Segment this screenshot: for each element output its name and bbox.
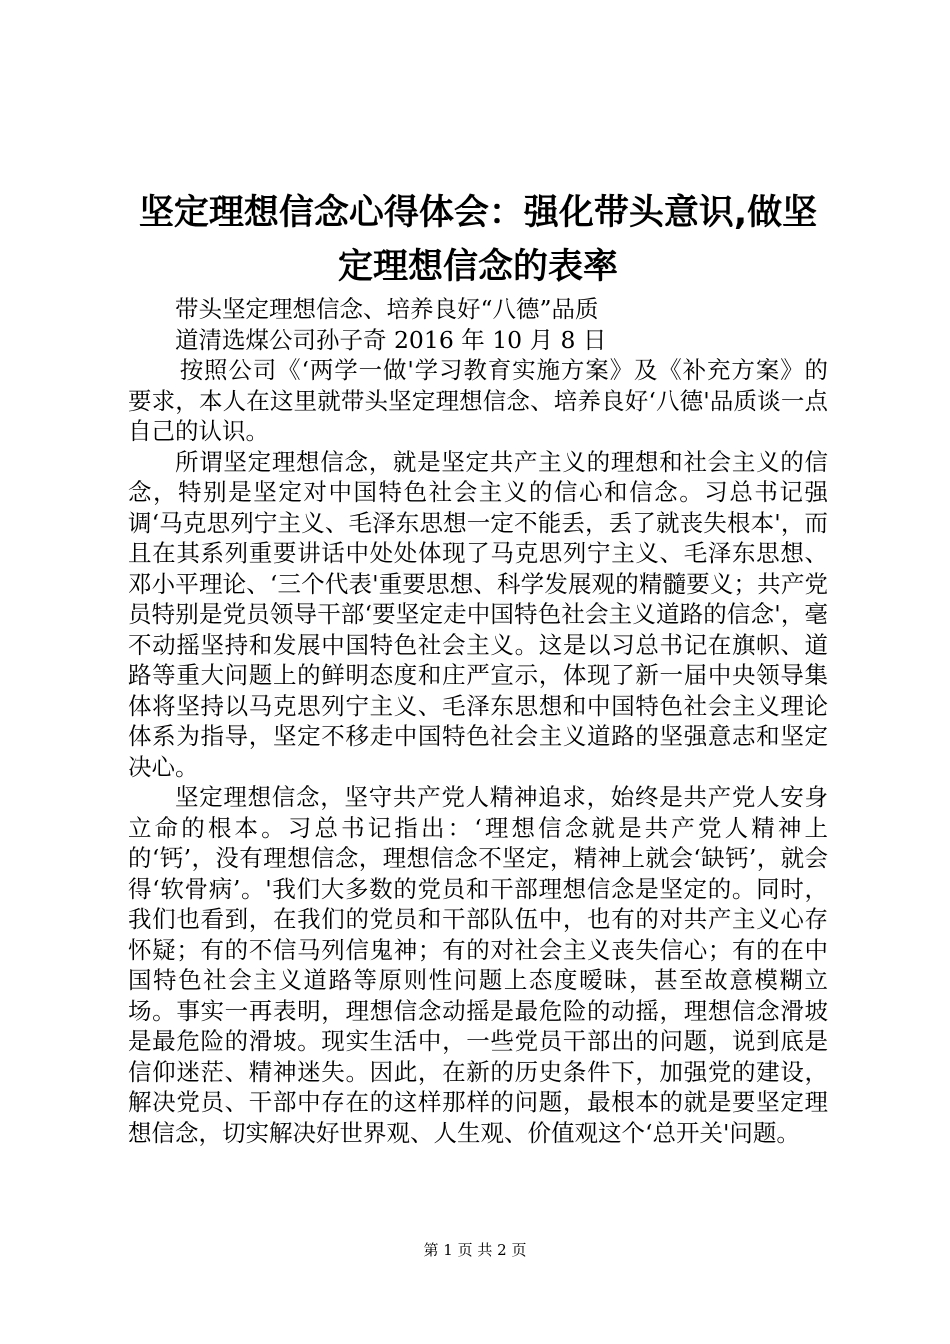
- paragraph-1: 按照公司《‘两学一做'学习教育实施方案》及《补充方案》的要求，本人在这里就带头坚定理想信念、培养良好‘八德'品质谈一点自己的认识。: [128, 356, 828, 445]
- byline: 道清选煤公司孙子奇 2016 年 10 月 8 日: [175, 325, 607, 354]
- document-body: [128, 294, 828, 1148]
- subtitle: 带头坚定理想信念、培养良好“八德”品质: [175, 295, 599, 323]
- title-line-2: 定理想信念的表率: [337, 247, 618, 287]
- page-footer: 第 1 页 共 2 页: [423, 1241, 527, 1259]
- title-line-1: 坚定理想信念心得体会：强化带头意识,做坚: [138, 193, 818, 233]
- document-title: [128, 186, 828, 294]
- paragraph-3: 坚定理想信念，坚守共产党人精神追求，始终是共产党人安身立命的根本。习总书记指出：‘理想信念就是共产党人精神上的‘钙’，没有理想信念，理想信念不坚定，精神上就会‘缺钙’，就会得‘软骨病’。'我们大多数的党员和干部理想信念是坚定的。同时，我们也看到，在我们的党员和干部队伍中，也有的对共产主义心存怀疑；有的不信马列信鬼神；有的对社会主义丧失信心；有的在中国特色社会主义道路等原则性问题上态度暧昧，甚至故意模糊立场。事实一再表明，理想信念动摇是最危险的动摇，理想信念滑坡是最危险的滑坡。现实生活中，一些党员干部出的问题，说到底是信仰迷茫、精神迷失。因此，在新的历史条件下，加强党的建设，解决党员、干部中存在的这样那样的问题，最根本的就是要坚定理想信念，切实解决好世界观、人生观、价值观这个‘总开关'问题。: [128, 783, 828, 1147]
- paragraph-2: 所谓坚定理想信念，就是坚定共产主义的理想和社会主义的信念，特别是坚定对中国特色社会主义的信心和信念。习总书记强调‘马克思列宁主义、毛泽东思想一定不能丢，丢了就丧失根本'，而且在其系列重要讲话中处处体现了马克思列宁主义、毛泽东思想、邓小平理论、‘三个代表'重要思想、科学发展观的精髓要义；共产党员特别是党员领导干部‘要坚定走中国特色社会主义道路的信念'，毫不动摇坚持和发展中国特色社会主义。这是以习总书记在旗帜、道路等重大问题上的鲜明态度和庄严宣示，体现了新一届中央领导集体将坚持以马克思列宁主义、毛泽东思想和中国特色社会主义理论体系为指导，坚定不移走中国特色社会主义道路的坚强意志和坚定决心。: [128, 447, 828, 781]
